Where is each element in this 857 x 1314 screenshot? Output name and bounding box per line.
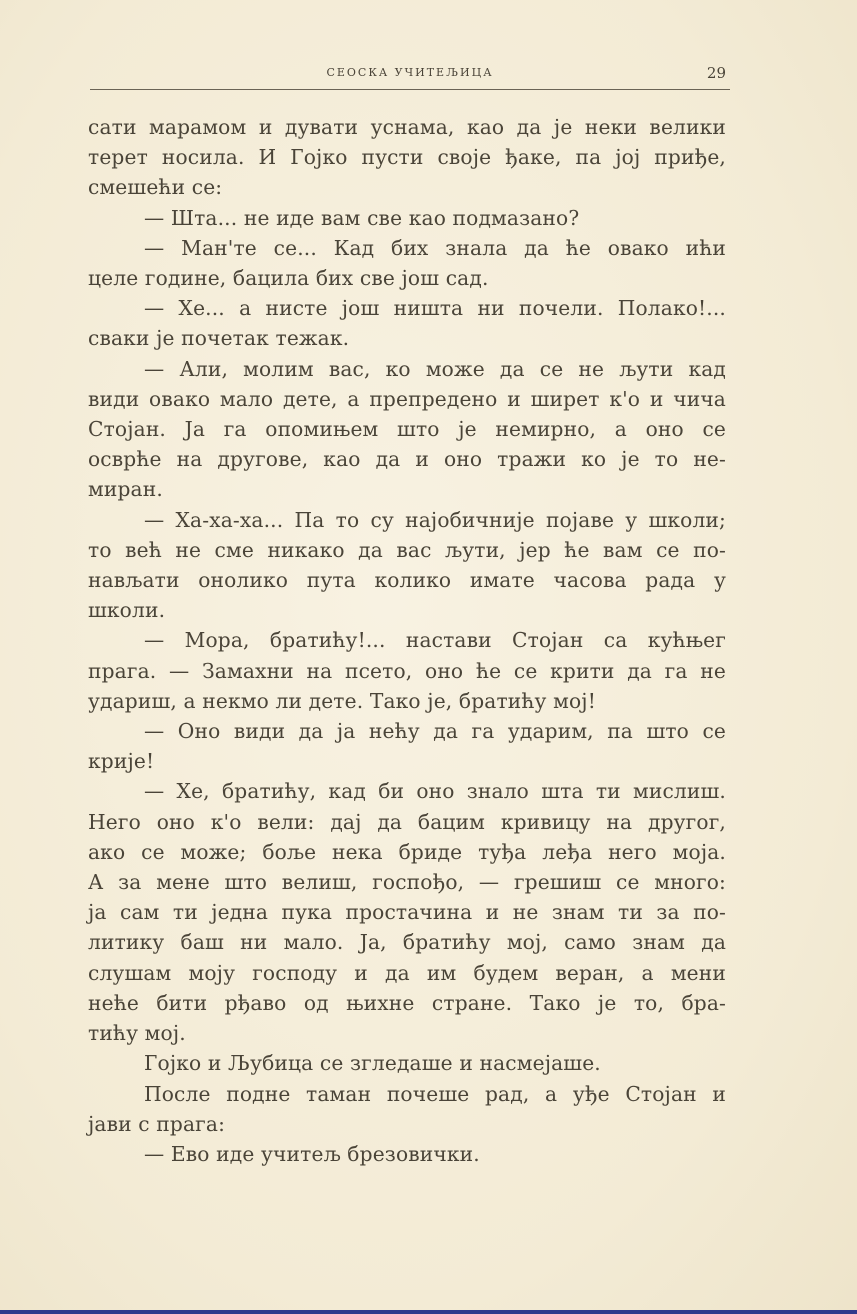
text-line: ако се може; боље нека бриде туђа леђа него моја.	[88, 839, 726, 864]
text-line: Стојан. Ја га опомињем што је немирно, а оно се	[88, 417, 726, 442]
text-line: крије!	[88, 749, 155, 774]
text-line: — Шта... не иде вам све као подмазано?	[144, 205, 580, 230]
text-line: — Ман'те се... Кад бих знала да ће овако ићи	[144, 235, 726, 260]
text-line: миран.	[88, 477, 163, 502]
text-line: нављати онолико пута колико имате часова рада у	[88, 568, 726, 593]
header-rule	[90, 89, 730, 90]
paragraph	[88, 1079, 726, 1139]
paragraph	[88, 354, 726, 505]
text-line: види овако мало дете, а препредено и ширет к'о и чича	[88, 386, 726, 411]
paragraph	[88, 112, 726, 203]
text-line: осврће на другове, као да и оно тражи ко је то не-	[88, 447, 726, 472]
text-line: — Ево иде учитељ брезовички.	[144, 1141, 480, 1166]
paragraph	[88, 1048, 726, 1078]
scan-edge-strip	[0, 1310, 857, 1314]
text-line: тићу мој.	[88, 1021, 186, 1046]
text-line: терет носила. И Гојко пусти своје ђаке, па јој приђе,	[88, 145, 726, 170]
paragraph	[88, 233, 726, 293]
page-number: 29	[706, 64, 726, 82]
paragraph	[88, 716, 726, 776]
text-line: целе године, бацила бих све још сад.	[88, 266, 489, 291]
text-line: удариш, а некмо ли дете. Тако је, братићу мој!	[88, 688, 596, 713]
paragraph	[88, 776, 726, 1048]
paragraph	[88, 293, 726, 353]
text-line: — Ха-ха-ха... Па то су најобичније појаве у школи;	[144, 507, 726, 532]
text-line: прага. — Замахни на псето, оно ће се крити да га не	[88, 658, 726, 683]
text-line: Гојко и Љубица се згледаше и насмејаше.	[144, 1051, 601, 1076]
text-line: — Али, молим вас, ко може да се не љути кад	[144, 356, 726, 381]
paragraph	[88, 625, 726, 716]
text-line: — Мора, братићу!... настави Стојан са кућњег	[144, 628, 726, 653]
text-line: ја сам ти једна пука простачина и не знам ти за по-	[88, 900, 726, 925]
text-line: — Хе, братићу, кад би оно знало шта ти мислиш.	[144, 779, 726, 804]
body-text	[88, 112, 726, 1169]
text-line: сати марамом и дувати уснама, као да је неки велики	[88, 115, 726, 139]
text-line: — Хе... а нисте још ништа ни почели. Полако!...	[144, 296, 726, 321]
text-line: јави с прага:	[88, 1111, 226, 1136]
paragraph	[88, 1139, 726, 1169]
text-line: литику баш ни мало. Ја, братићу мој, само знам да	[88, 930, 726, 955]
page-header	[90, 64, 730, 86]
paragraph	[88, 203, 726, 233]
text-line: сваки је почетак тежак.	[88, 326, 350, 351]
text-line: — Оно види да ја нећу да га ударим, па што се	[144, 719, 726, 744]
running-head: СЕОСКА УЧИТЕЉИЦА	[326, 66, 494, 79]
text-line: то већ не сме никако да вас љути, јер ће вам се по-	[88, 537, 726, 562]
text-line: школи.	[88, 598, 166, 623]
text-line: Него оно к'о вели: дај да бацим кривицу на другог,	[88, 809, 726, 834]
text-line: После подне таман почеше рад, а уђе Стојан и	[144, 1081, 726, 1106]
text-line: А за мене што велиш, госпођо, — грешиш се много:	[88, 870, 726, 895]
text-line: слушам моју господу и да им будем веран, а мени	[88, 960, 726, 985]
paragraph	[88, 505, 726, 626]
text-line: смешећи се:	[88, 175, 223, 200]
text-line: неће бити рђаво од њихне стране. Тако је то, бра-	[88, 990, 726, 1015]
